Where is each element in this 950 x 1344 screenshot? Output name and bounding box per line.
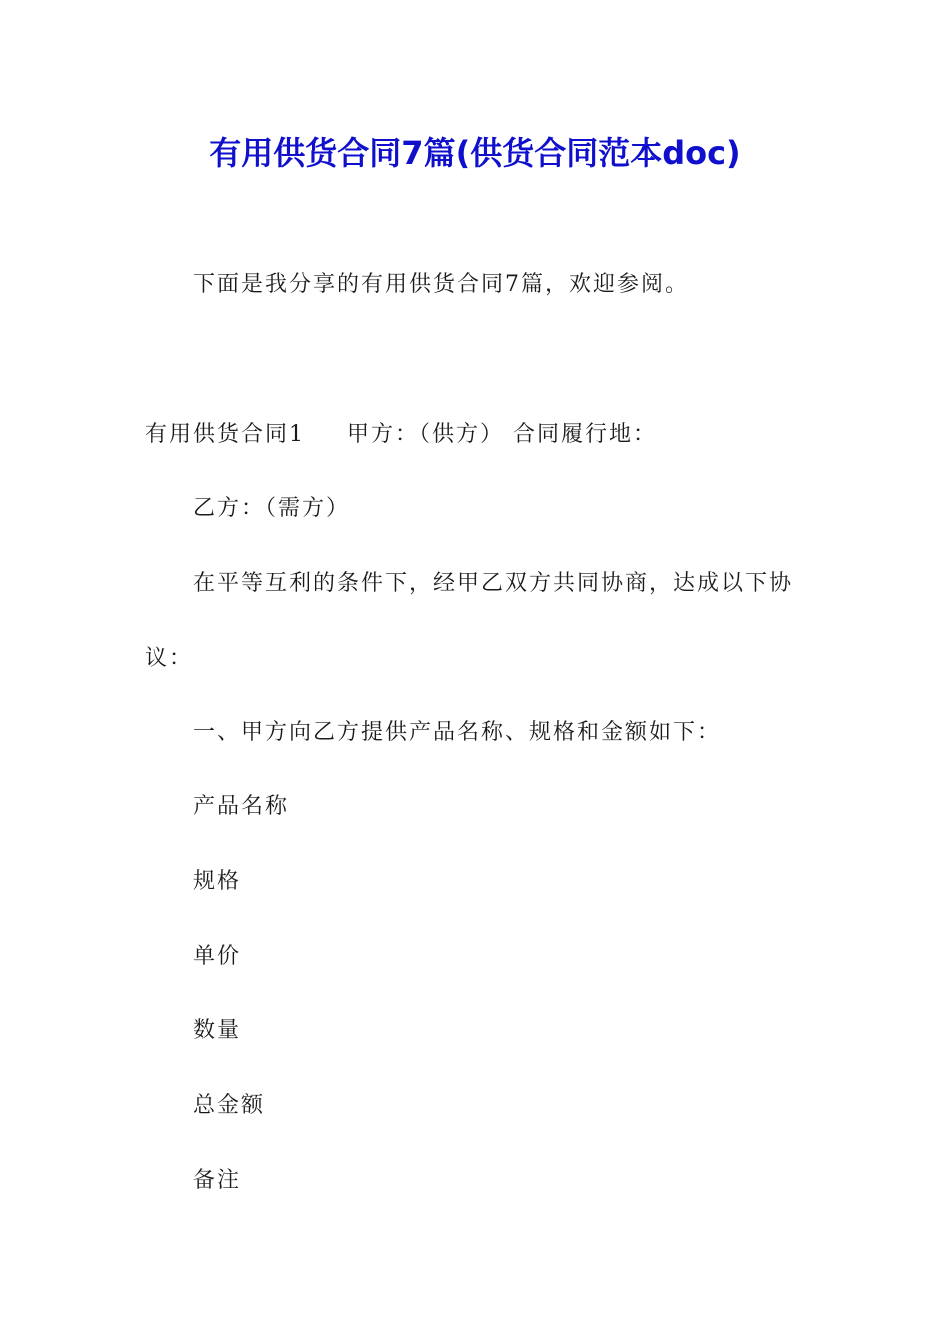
field-unit-price: 单价 (193, 944, 242, 969)
field-spec: 规格 (193, 869, 242, 894)
preamble-line-1: 在平等互利的条件下，经甲乙双方共同协商，达成以下协 (193, 571, 794, 596)
party-b-line: 乙方：（需方） (193, 496, 351, 521)
party-a-line: 甲方：（供方） 合同履行地： (347, 422, 657, 447)
field-product-name: 产品名称 (193, 794, 290, 819)
preamble-line-2: 议： (145, 646, 194, 671)
contract-heading-line (145, 420, 657, 450)
clause-1: 一、甲方向乙方提供产品名称、规格和金额如下： (193, 720, 722, 745)
field-total-amount: 总金额 (193, 1093, 266, 1118)
field-quantity: 数量 (193, 1018, 242, 1043)
field-remarks: 备注 (193, 1168, 242, 1193)
contract-heading: 有用供货合同1 (145, 422, 305, 447)
intro-paragraph: 下面是我分享的有用供货合同7篇，欢迎参阅。 (193, 272, 689, 297)
document-title: 有用供货合同7篇(供货合同范本doc) (209, 134, 741, 172)
